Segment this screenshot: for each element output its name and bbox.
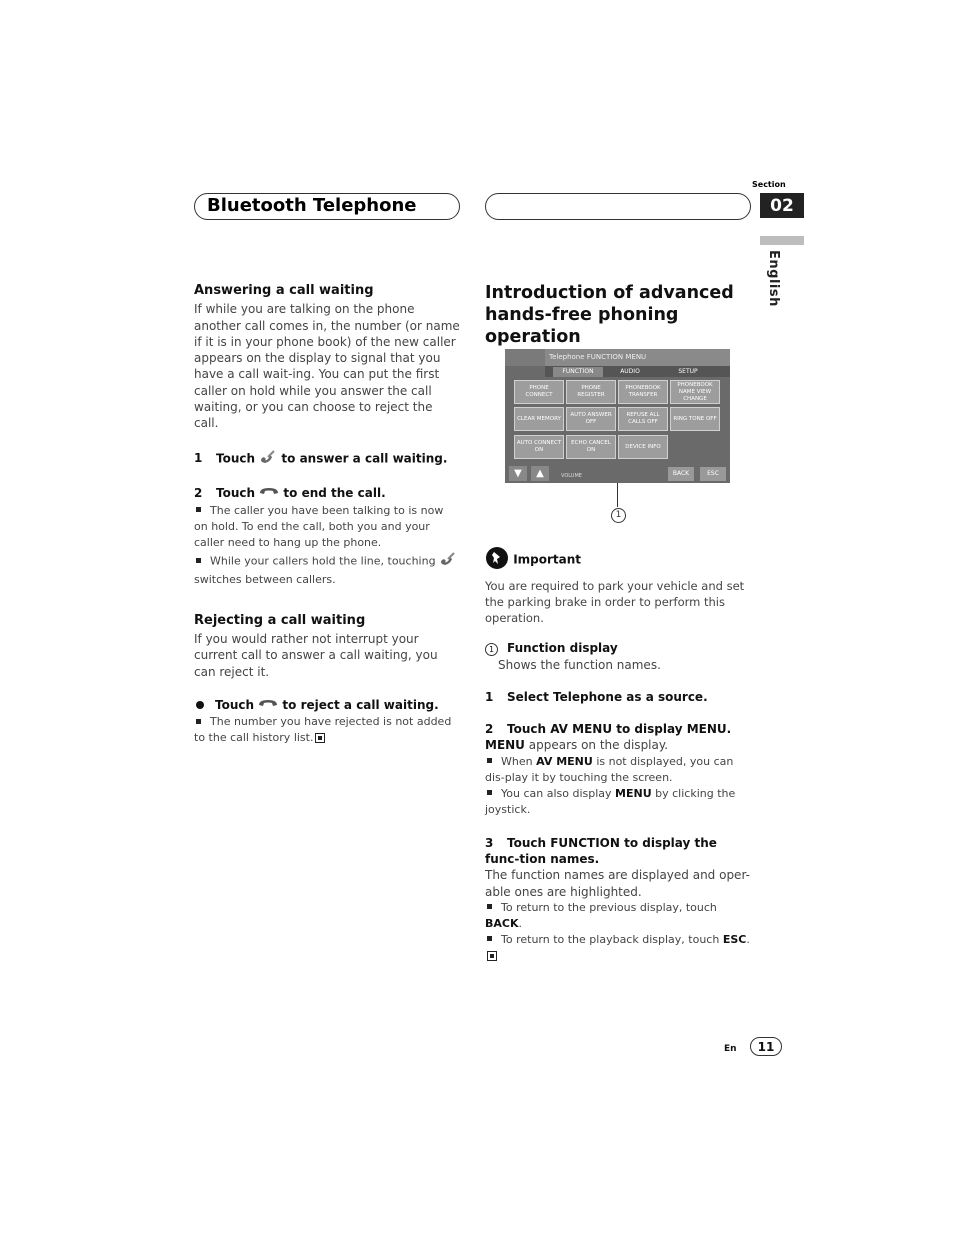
function-display-screenshot — [505, 349, 730, 483]
important-label-row — [485, 546, 755, 574]
answer-step-2 — [194, 485, 460, 502]
legend-number-text: 1 — [485, 643, 498, 656]
bullet-icon — [196, 558, 201, 563]
answer-heading: Answering a call waiting — [194, 283, 374, 298]
screen-tab-function: FUNCTION — [553, 367, 603, 377]
screen-button: DEVICE INFO — [618, 435, 668, 459]
note-text: To return to the previous display, touch — [501, 900, 717, 914]
bullet-icon — [487, 758, 492, 763]
intro-step-1 — [485, 689, 755, 705]
screen-button: CLEAR MEMORY — [514, 407, 564, 431]
page-number: 11 — [750, 1037, 782, 1056]
screen-tab-setup: SETUP — [678, 368, 698, 375]
note-text: The number you have rejected is not added to the call history list. — [194, 715, 452, 745]
end-mark-icon — [315, 733, 325, 743]
callout-number: 1 — [611, 508, 626, 523]
left-column — [194, 283, 460, 746]
important-label: Important — [513, 552, 582, 567]
bullet-icon — [487, 936, 492, 941]
intro-step-2-body — [485, 737, 755, 753]
legend-body: Shows the function names. — [498, 657, 661, 672]
phone-answer-icon — [439, 551, 457, 572]
screen-button: REFUSE ALL CALLS OFF — [618, 407, 668, 431]
right-column — [485, 546, 755, 964]
intro-step-2 — [485, 721, 755, 737]
intro-step-3-note-1 — [485, 900, 755, 932]
screen-button: PHONE REGISTER — [566, 380, 616, 404]
right-heading-block — [485, 282, 755, 348]
step-text-2: to end the call. — [283, 485, 386, 500]
bold-text: MENU — [615, 786, 652, 800]
step-text: Touch — [216, 485, 256, 500]
reject-note — [194, 714, 460, 746]
legend-number — [485, 640, 507, 656]
screen-button: ECHO CANCEL ON — [566, 435, 616, 459]
step-number: 1 — [194, 451, 203, 466]
footer-lang-code: En — [724, 1044, 737, 1054]
answer-body: If while you are talking on the phone another call comes in, the number (or name if it is in your phone book) of the new caller appears on the display to signal that you have a call wait-ing. You can put the first caller on hold while you answer the call waiting, or you can choose to reject the call. — [194, 302, 460, 431]
note-text-2: . — [518, 916, 522, 930]
step-text: Touch FUNCTION to display the func-tion names. — [485, 835, 717, 867]
note-text-2: . — [746, 932, 750, 946]
screen-title: Telephone FUNCTION MENU — [545, 349, 730, 366]
screen-scroll-down-icon: ▼ — [509, 466, 527, 481]
reject-step — [194, 697, 460, 714]
bullet-icon — [487, 790, 492, 795]
bullet-icon — [196, 507, 201, 512]
reject-body: If you would rather not interrupt your current call to answer a call waiting, you can reject it. — [194, 631, 438, 679]
screen-button: PHONEBOOK TRANSFER — [618, 380, 668, 404]
step-number: 3 — [485, 835, 494, 850]
bold-text: ESC — [722, 932, 747, 946]
answer-step-1 — [194, 449, 460, 469]
bold-text: MENU — [485, 738, 525, 753]
screen-scroll-up-icon: ▲ — [531, 466, 549, 481]
reject-heading: Rejecting a call waiting — [194, 612, 366, 628]
intro-step-2-note-2 — [485, 786, 755, 818]
note-text: The caller you have been talking to is now on hold. To end the call, both you and your caller need to hang up the phone. — [194, 503, 444, 549]
bold-text: BACK — [485, 916, 519, 930]
phone-answer-icon — [259, 449, 277, 469]
section-number: 02 — [760, 193, 804, 218]
bullet-dot-icon — [196, 701, 204, 709]
intro-step-3-note-2 — [485, 932, 755, 964]
screen-button: RING TONE OFF — [670, 407, 720, 431]
note-text: To return to the playback display, touch — [501, 932, 720, 946]
intro-step-3 — [485, 835, 755, 868]
bullet-icon — [196, 719, 201, 724]
step-text: Touch — [216, 451, 256, 466]
note-text: When — [501, 754, 533, 768]
body-text: appears on the display. — [528, 738, 669, 753]
note-text: You can also display — [501, 786, 612, 800]
important-body: You are required to park your vehicle and set the parking brake in order to perform this operation. — [485, 579, 745, 626]
step-number: 2 — [194, 485, 203, 500]
bullet-icon — [487, 904, 492, 909]
step-text-2: to answer a call waiting. — [281, 451, 448, 466]
legend-row — [485, 640, 755, 656]
note-text-2: is not displayed, you can dis-play it by touching the screen. — [485, 754, 734, 784]
intro-step-2-note-1 — [485, 754, 755, 786]
section-title: Bluetooth Telephone — [207, 195, 417, 216]
note-text-2: switches between callers. — [194, 572, 336, 586]
answer-note-2 — [194, 551, 460, 588]
screen-button: AUTO ANSWER OFF — [566, 407, 616, 431]
step-text-2: to reject a call waiting. — [282, 697, 439, 712]
legend-title: Function display — [507, 641, 618, 656]
screen-button: AUTO CONNECT ON — [514, 435, 564, 459]
step-text: Touch — [215, 697, 255, 712]
step-text: Touch AV MENU to display MENU. — [507, 722, 732, 737]
screen-tab-audio: AUDIO — [620, 368, 640, 375]
screen-button: PHONEBOOK NAME VIEW CHANGE — [670, 380, 720, 404]
step-text: Select Telephone as a source. — [507, 689, 708, 704]
section-label: Section — [752, 180, 786, 189]
callout-line — [617, 483, 618, 507]
step-number: 1 — [485, 689, 494, 704]
note-text: While your callers hold the line, touching — [210, 554, 436, 568]
step-number: 2 — [485, 722, 494, 737]
language-label: English — [766, 250, 781, 307]
important-icon — [485, 546, 509, 574]
screen-button: PHONE CONNECT — [514, 380, 564, 404]
answer-note-1 — [194, 503, 460, 551]
screen-volume: VOLUME — [561, 473, 582, 479]
screen-source-icon — [505, 349, 545, 366]
screen-back-button: BACK — [668, 467, 694, 481]
intro-step-3-body: The function names are displayed and oper-able ones are highlighted. — [485, 868, 750, 899]
header-right-pill — [485, 193, 751, 220]
note-text-2: by clicking the joystick. — [485, 786, 736, 816]
end-mark-icon — [487, 951, 497, 961]
bold-text: AV MENU — [536, 754, 593, 768]
language-tab — [760, 236, 804, 245]
intro-heading: Introduction of advanced hands-free phoning operation — [485, 283, 734, 347]
phone-hangup-icon — [259, 485, 279, 501]
screen-esc-button: ESC — [700, 467, 726, 481]
phone-hangup-icon — [258, 697, 278, 713]
